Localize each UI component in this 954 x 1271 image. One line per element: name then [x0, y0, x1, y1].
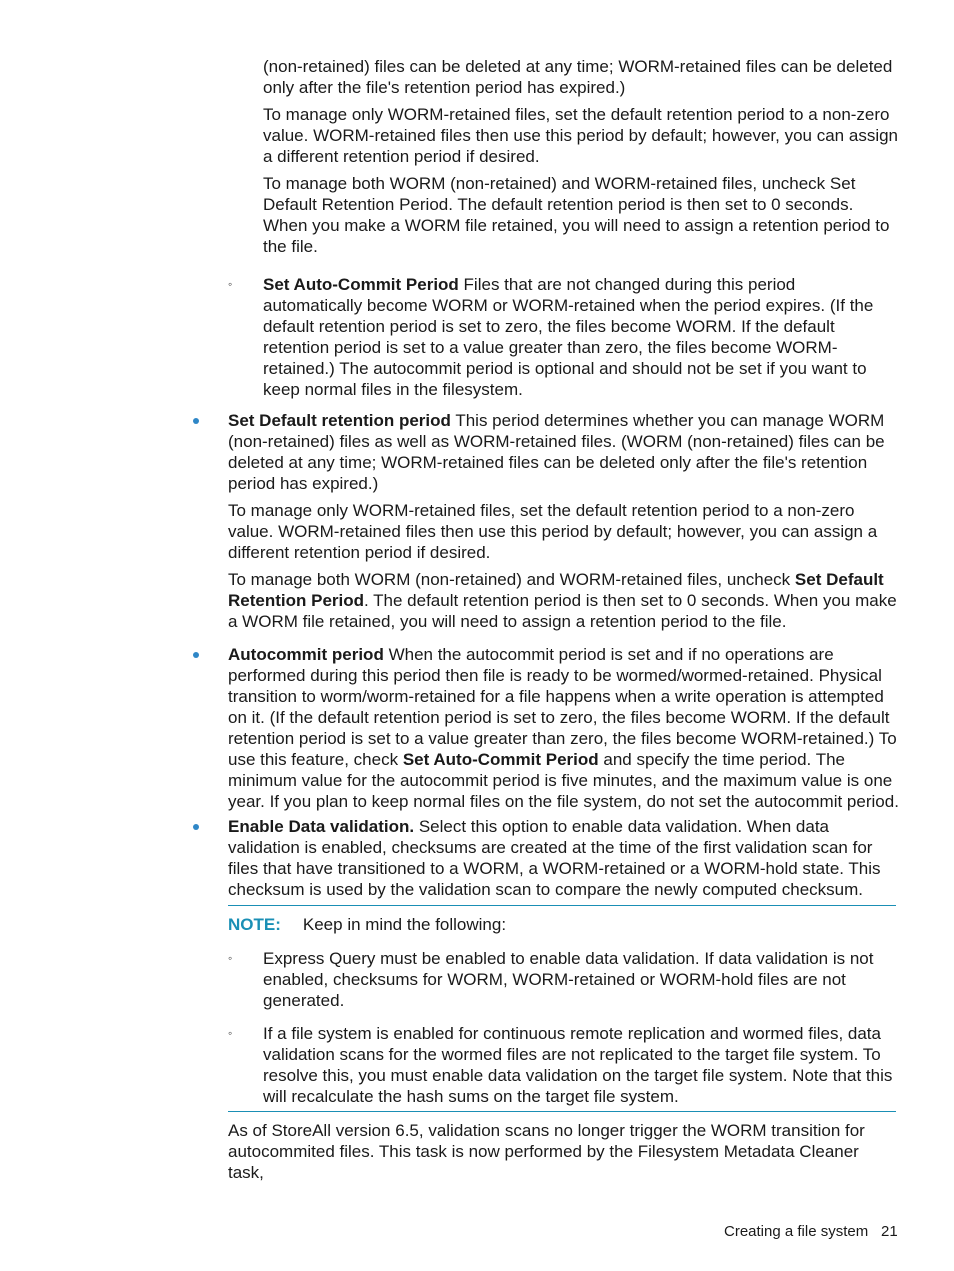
paragraph — [228, 816, 899, 900]
paragraph: To manage only WORM-retained files, set the default retention period to a non-zero value. WORM-retained files then use this period by default; however, you can assign a different retention period if desired. — [263, 105, 899, 166]
bullet-default-retention — [228, 410, 899, 632]
option-name: Set Auto-Commit Period — [402, 750, 599, 769]
term: Set Auto-Commit Period — [263, 275, 459, 294]
sub-bullet-marker: ◦ — [228, 1026, 233, 1040]
option-name: Set Default Retention Period — [228, 570, 884, 610]
term: Enable Data validation. — [228, 817, 415, 836]
paragraph: To manage both WORM (non-retained) and WORM-retained files, uncheck Set Default Retention Period. The default retention period is then set to 0 seconds. When you make a WORM file retained, you will need to assign a retention period to the file. — [263, 174, 890, 256]
text: When the autocommit period is set and if no operations are performed during this period then file is ready to be wormed/wormed-retained. Physical transition to worm/worm-retained for a file happens when a write operation is attempted on it. (If the default retention period is set to zero, the files become WORM. If the default retention period is set to a value greater than zero, the files become WORM-retained.) To use this feature, check — [228, 645, 897, 769]
term: Autocommit period — [228, 645, 384, 664]
page-number: 21 — [881, 1223, 898, 1240]
paragraph: Express Query must be enabled to enable data validation. If data validation is not enabled, checksums for WORM, WORM-retained or WORM-hold files are not generated. — [263, 949, 874, 1010]
paragraph — [228, 569, 899, 632]
text: . The default retention period is then set to 0 seconds. When you make a WORM file retained, you will need to assign a retention period to the file. — [228, 591, 897, 631]
closing-paragraph — [228, 1120, 899, 1183]
note-label: NOTE: — [228, 915, 281, 934]
bullet-autocommit — [228, 644, 899, 812]
paragraph: (non-retained) files can be deleted at any time; WORM-retained files can be deleted only after the file's retention period has expired.) — [263, 57, 893, 97]
term: Set Default retention period — [228, 411, 451, 430]
note-item — [263, 948, 899, 1011]
paragraph — [228, 410, 899, 494]
paragraph — [263, 274, 899, 400]
sub-bullet-marker: ◦ — [228, 951, 233, 965]
definition: Select this option to enable data validation. When data validation is enabled, checksums are created at the time of the first validation scan for files that have transitioned to a WORM, a WORM-retained or a WORM-hold state. This checksum is used by the validation scan to compare the newly computed checksum. — [228, 817, 881, 899]
paragraph: As of StoreAll version 6.5, validation scans no longer trigger the WORM transition for autocommited files. This task is now performed by the Filesystem Metadata Cleaner task, — [228, 1121, 865, 1182]
bullet-data-validation — [228, 816, 899, 900]
note-header — [228, 914, 899, 935]
sub-item-continuation — [263, 56, 899, 257]
sub-item-auto-commit — [263, 274, 899, 400]
footer-section-title: Creating a file system — [724, 1223, 869, 1240]
paragraph — [228, 644, 899, 812]
bullet-marker — [193, 652, 199, 658]
paragraph: To manage only WORM-retained files, set the default retention period to a non-zero value. WORM-retained files then use this period by default; however, you can assign a different retention period if desired. — [228, 501, 878, 562]
definition: This period determines whether you can manage WORM (non-retained) files as well as WORM-retained files. (WORM (non-retained) files can be deleted at any time; WORM-retained files can be deleted only after the file's retention period has expired.) — [228, 411, 885, 493]
note-intro: Keep in mind the following: — [302, 915, 507, 934]
note-intro-line — [228, 914, 899, 935]
definition: Files that are not changed during this period automatically become WORM or WORM-retained when the period expires. (If the default retention period is set to zero, the files become WORM. If the default retention period is set to a value greater than zero, the files become WORM-retained.) The autocommit period is optional and should not be set if you want to keep normal files in the filesystem. — [263, 275, 874, 399]
paragraph: If a file system is enabled for continuous remote replication and wormed files, data validation scans for the wormed files are not replicated to the target file system. To resolve this, you must enable data validation on the target file system. Note that this will recalculate the hash sums on the target file system. — [263, 1024, 893, 1106]
sub-bullet-marker: ◦ — [228, 277, 233, 291]
note-top-rule — [228, 905, 896, 906]
text: To manage both WORM (non-retained) and WORM-retained files, uncheck — [228, 570, 795, 589]
text: and specify the time period. The minimum value for the autocommit period is five minutes, and the maximum value is one year. If you plan to keep normal files on the file system, do not set the autocommit period. — [228, 750, 899, 811]
bullet-marker — [193, 824, 199, 830]
note-item — [263, 1023, 899, 1107]
bullet-marker — [193, 418, 199, 424]
note-bottom-rule — [228, 1111, 896, 1112]
